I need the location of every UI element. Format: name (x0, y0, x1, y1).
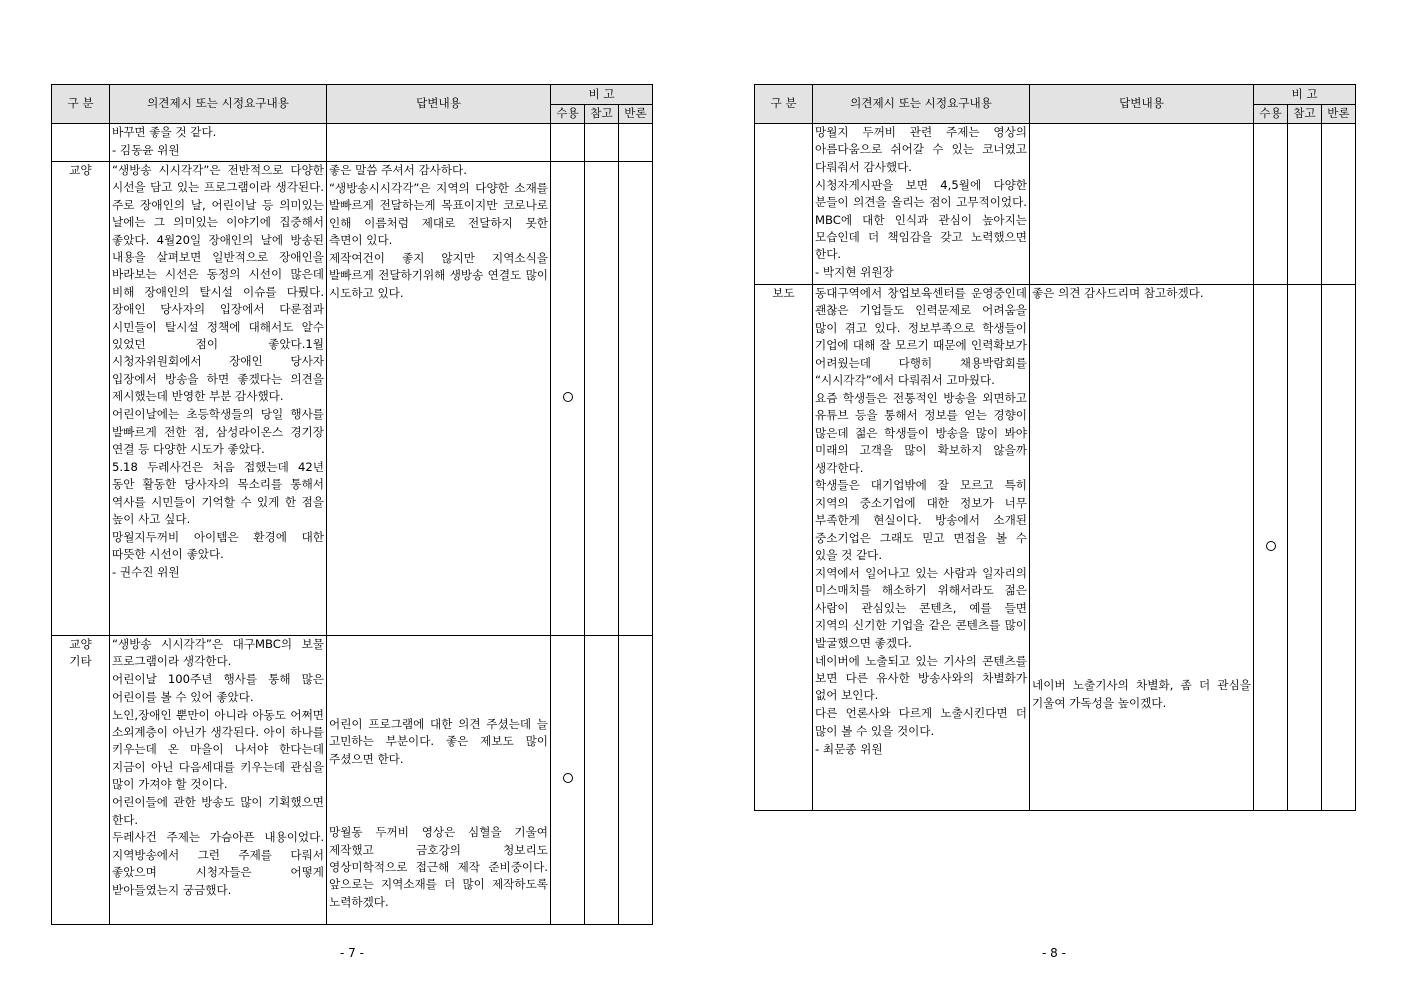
category-cell (52, 636, 110, 925)
accepted-circle-icon (563, 773, 573, 783)
page-number: - 8 - (1042, 946, 1066, 960)
category-cell (755, 285, 813, 811)
header-rebut: 반론 (1322, 105, 1356, 124)
opinion-cell (813, 124, 1030, 285)
accept-cell (1254, 285, 1288, 811)
answer-paragraph: 망월동 두꺼비 영상은 심혈을 기울여 제작했고 금호강의 청보리도 영상미학적으로 접근해 제작 준비중이다. 앞으로는 지역소재를 더 많이 제작하도록 노력하겠다. (329, 825, 548, 909)
header-opinion: 의견제시 또는 시정요구내용 (813, 85, 1030, 124)
opinion-paragraph: 두레사건 주제는 가슴아픈 내용이었다. 지역방송에서 그런 주제를 다뤄서 좋았으며 시청자들은 어떻게 받아들였는지 궁금했다. (112, 830, 324, 897)
opinion-author: - 최문종 위원 (815, 741, 883, 756)
header-remarks: 비 고 (551, 85, 653, 105)
answer-paragraph: 어린이 프로그램에 대한 의견 주셨는데 늘 고민하는 부분이다. 좋은 제보도 많이 주셨으면 한다. (329, 717, 548, 766)
answer-cell (1030, 285, 1254, 811)
reference-cell (1288, 124, 1322, 285)
opinion-paragraph: 시청자게시판을 보면 4,5월에 다양한 분들이 의견을 올리는 점이 고무적이었다. MBC에 대한 인식과 관심이 높아지는 모습인데 더 책임감을 갖고 노력했으면 한다. (815, 177, 1027, 262)
table-row (52, 636, 653, 925)
answer-paragraph: 좋은 의견 감사드리며 참고하겠다. (1032, 286, 1204, 300)
page-7 (51, 84, 653, 925)
review-table (51, 84, 653, 925)
opinion-author: - 박지현 위원장 (815, 265, 894, 280)
header-answer: 답변내용 (327, 85, 551, 124)
category-cell (52, 162, 110, 636)
header-rebut: 반론 (619, 105, 653, 124)
table-row (755, 285, 1356, 811)
reference-cell (585, 636, 619, 925)
reference-cell (585, 124, 619, 162)
header-accept: 수용 (551, 105, 585, 124)
rebut-cell (619, 162, 653, 636)
answer-cell (327, 124, 551, 162)
opinion-paragraph: 바꾸면 좋을 것 같다. (112, 125, 217, 139)
accepted-circle-icon (563, 392, 573, 402)
page-number: - 7 - (340, 946, 364, 960)
opinion-paragraph: 망월지두꺼비 아이템은 환경에 대한 따뜻한 시선이 좋았다. (112, 530, 324, 562)
header-reference: 참고 (585, 105, 619, 124)
opinion-paragraph: 다른 언론사와 다르게 노출시킨다면 더 많이 볼 수 있을 것이다. (815, 706, 1027, 738)
opinion-paragraph: 동대구역에서 창업보육센터를 운영중인데 괜찮은 기업들도 인력문제로 어려움을 많이 겪고 있다. 정보부족으로 학생들이 기업에 대해 잘 모르기 때문에 인력확보가 어려웠는데 다행히 채용박람회를 “시시각각”에서 다뤄줘서 고마웠다. (815, 286, 1027, 388)
answer-paragraph: 좋은 말씀 주셔서 감사하다. (329, 163, 467, 177)
opinion-cell (110, 124, 327, 162)
opinion-paragraph: 어린이날에는 초등학생들의 당일 행사를 발빠르게 전한 점, 삼성라이온스 경기장 연결 등 다양한 시도가 좋았다. (112, 407, 324, 456)
category-label: 기타 (69, 654, 92, 669)
opinion-paragraph: 어린이들에 관한 방송도 많이 기획했으면 한다. (112, 795, 324, 827)
header-remarks: 비 고 (1254, 85, 1356, 105)
accepted-circle-icon (1266, 541, 1276, 551)
header-accept: 수용 (1254, 105, 1288, 124)
table-row (52, 162, 653, 636)
accept-cell (551, 124, 585, 162)
accept-cell (551, 162, 585, 636)
header-category: 구 분 (755, 85, 813, 124)
category-label: 보도 (772, 286, 795, 300)
review-table (754, 84, 1356, 811)
opinion-paragraph: 망월지 두꺼비 관련 주제는 영상의 아름다움으로 쉬어갈 수 있는 코너였고 다뤄줘서 감사했다. (815, 125, 1027, 174)
category-cell (52, 124, 110, 162)
opinion-paragraph: 어린이날 100주년 행사를 통해 많은 어린이를 볼 수 있어 좋았다. (112, 672, 324, 704)
answer-paragraph: 제작여건이 좋지 않지만 지역소식을 발빠르게 전달하기위해 생방송 연결도 많이 시도하고 있다. (329, 251, 548, 300)
opinion-cell (813, 285, 1030, 811)
accept-cell (1254, 124, 1288, 285)
answer-cell (327, 636, 551, 925)
opinion-paragraph: 요즘 학생들은 전통적인 방송을 외면하고 유튜브 등을 통해서 정보를 얻는 경향이 많은데 젊은 학생들이 방송을 많이 봐야 미래의 고객을 많이 확보하지 않을까 생각한다. (815, 390, 1027, 475)
header-category: 구 분 (52, 85, 110, 124)
reference-cell (585, 162, 619, 636)
rebut-cell (1322, 285, 1356, 811)
accept-cell (551, 636, 585, 925)
opinion-paragraph: “생방송 시시각각”은 대구MBC의 보물 프로그램이라 생각한다. (112, 637, 324, 669)
reference-cell (1288, 285, 1322, 811)
rebut-cell (1322, 124, 1356, 285)
opinion-cell (110, 162, 327, 636)
header-answer: 답변내용 (1030, 85, 1254, 124)
rebut-cell (619, 124, 653, 162)
opinion-author: - 권수진 위원 (112, 565, 180, 580)
table-row (755, 124, 1356, 285)
opinion-paragraph: “생방송 시시각각”은 전반적으로 다양한 시선을 담고 있는 프로그램이라 생각된다. 주로 장애인의 날, 어린이날 등 의미있는 날에는 그 의미있는 이야기에 집중해서 좋았다. 4월20일 장애인의 날에 방송된 내용을 살펴보면 일반적으로 장애인을 바라보는 시선은 동정의 시선이 많은데 비해 장애인의 탈시설 이슈를 다뤘다. 장애인 당사자의 입장에서 다룬점과 시민들이 탈시설 정책에 대해서도 알수 있었던 점이 좋았다.1월 시청자위원회에서 장애인 당사자 입장에서 방송을 하면 좋겠다는 의견을 제시했는데 반영한 부분 감사했다. (112, 163, 324, 404)
opinion-author: - 김동윤 위원 (112, 142, 180, 157)
page-8 (754, 84, 1356, 811)
header-opinion: 의견제시 또는 시정요구내용 (110, 85, 327, 124)
answer-cell (327, 162, 551, 636)
answer-paragraph: 네이버 노출기사의 차별화, 좀 더 관심을 기울여 가독성을 높이겠다. (1032, 678, 1251, 710)
opinion-paragraph: 5.18 두레사건은 처음 접했는데 42년 동안 활동한 당사자의 목소리를 통해서 역사를 시민들이 기억할 수 있게 한 점을 높이 사고 싶다. (112, 459, 324, 527)
table-row (52, 124, 653, 162)
opinion-paragraph: 지역에서 일어나고 있는 사람과 일자리의 미스매치를 해소하기 위해서라도 젊은 사람이 관심있는 콘텐츠, 예를 들면 지역의 신기한 기업을 같은 콘텐츠를 많이 발굴했으면 좋겠다. (815, 566, 1027, 650)
answer-cell (1030, 124, 1254, 285)
opinion-paragraph: 노인,장애인 뿐만이 아니라 아동도 어쩌면 소외계층이 아닌가 생각된다. 아이 하나를 키우는데 온 마을이 나서야 한다는데 지금이 아닌 다음세대를 키우는데 관심을 많이 가져야 할 것이다. (112, 707, 324, 792)
category-cell (755, 124, 813, 285)
header-reference: 참고 (1288, 105, 1322, 124)
opinion-cell (110, 636, 327, 925)
opinion-paragraph: 학생들은 대기업밖에 잘 모르고 특히 지역의 중소기업에 대한 정보가 너무 부족한게 현실이다. 방송에서 소개된 중소기업은 그래도 믿고 면접을 볼 수 있을 것 같다. (815, 478, 1027, 563)
opinion-paragraph: 네이버에 노출되고 있는 기사의 콘텐츠를 보면 다른 유사한 방송사와의 차별화가 없어 보인다. (815, 653, 1027, 703)
category-label: 교양 (69, 637, 92, 651)
answer-paragraph: “생방송시시각각”은 지역의 다양한 소재를 발빠르게 전달하는게 목표이지만 코로나로 인해 이름처럼 제대로 전달하지 못한 측면이 있다. (329, 180, 548, 248)
rebut-cell (619, 636, 653, 925)
category-label: 교양 (69, 163, 92, 177)
